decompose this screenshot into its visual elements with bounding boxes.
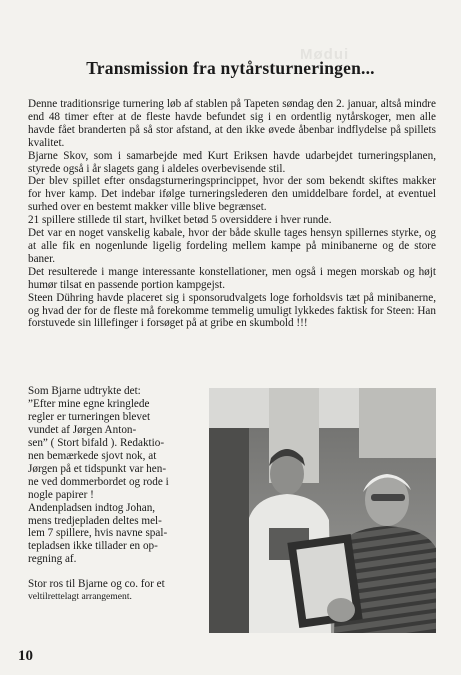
closing-line-small: veltilrettelagt arrangement. [28,591,132,603]
paragraph: 21 spillere stillede til start, hvilket betød 5 oversiddere i hver runde. [28,214,332,227]
sidebar-line: tepladsen ikke tillader en op- [28,540,158,553]
article-title: Transmission fra nytårsturneringen... [86,58,375,78]
sidebar-line: lem 7 spillere, hvis navne spal- [28,527,168,540]
photo-illustration [209,388,436,633]
paragraph: Det resulterede i mange interessante konstellationer, men også i megen morskab og højt humør tilsat en passende portion kampgejst. [28,265,436,291]
paragraph: Det var en noget vanskelig kabale, hvor der både skulle tages hensyn spillernes styrke, og at alle fik en nogenlunde ligelig fordeling mellem kampe på minibanerne og de store baner. [28,227,436,265]
sidebar-line: mens tredjepladen deltes mel- [28,514,162,527]
sidebar-line: sen” ( Stort bifald ). Redaktio- [28,436,165,449]
sidebar-line: regler er turneringen blevet [28,410,151,423]
sidebar-line: Jørgen på et tidspunkt var hen- [28,462,167,475]
article-body [28,98,436,330]
sidebar-line: ”Efter mine egne kringlede [28,397,150,410]
page-number: 10 [18,648,33,664]
sidebar-column [28,385,194,604]
paragraph: Bjarne Skov, som i samarbejde med Kurt Eriksen havde udarbejdet turneringsplanen, styrede også i år slagets gang i aldeles overbevisende stil. [28,149,436,175]
bleed-through-text: Mødui [300,46,350,63]
photo [209,388,436,633]
closing-line: Stor ros til Bjarne og co. for et [28,578,165,591]
sidebar-line: regning af. [28,553,77,566]
sidebar-line: nogle papirer ! [28,488,94,501]
sidebar-line: Andenpladsen indtog Johan, [28,501,156,514]
sidebar-line: vundet af Jørgen Anton- [28,423,137,436]
paragraph: Steen Dühring havde placeret sig i sponsorudvalgets loge forholdsvis tæt på minibanerne, og hvad der for de fleste må forekomme temmelig umuligt lykkedes faktisk for Steen: Han forstuvede sin lillefinger i forsøget på at gribe en skumbold !!! [28,291,436,330]
paragraph: Der blev spillet efter onsdagsturneringsprincippet, hvor der som bekendt skiftes makker for hver kamp. Det indebar ifølge turneringslederen den umiddelbare fordel, at eventuel surhed over en bestemt makker ville blive begrænset. [28,175,436,214]
paragraph: Denne traditionsrige turnering løb af stablen på Tapeten søndag den 2. januar, altså mindre end 48 timer efter at de fleste havde befundet sig i en ordentlig nytårskoger, men alle havde fået branderten på så stor afstand, at den ikke øvede åbenbar indflydelse på spillets kvalitet. [28,98,436,149]
sidebar-line: Som Bjarne udtrykte det: [28,385,141,397]
sidebar-line: ne ved dommerbordet og rode i [28,475,169,488]
sidebar-line: nen bemærkede sjovt nok, at [28,449,157,462]
